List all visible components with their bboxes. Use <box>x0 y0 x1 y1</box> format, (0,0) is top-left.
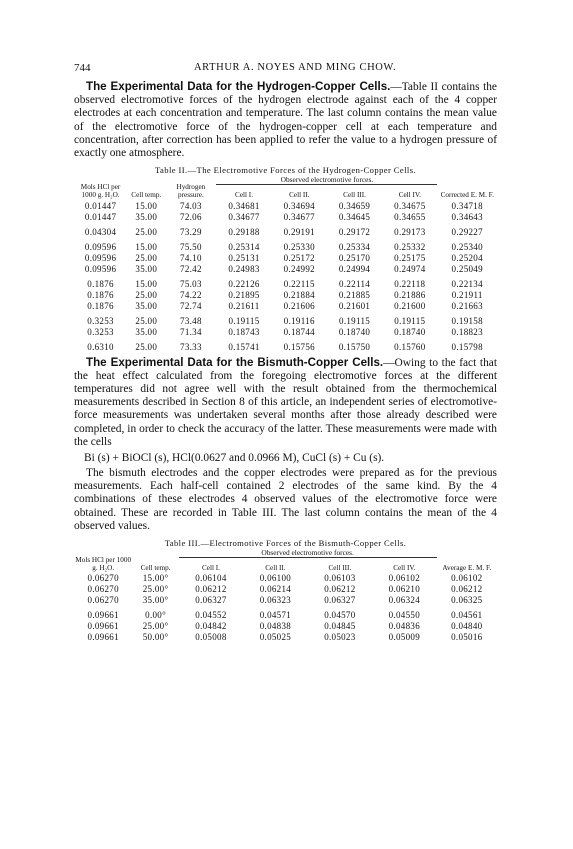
table-cell: 0.34659 <box>338 200 371 211</box>
table-cell: 0.09661 <box>87 621 119 632</box>
table-cell: 0.34675 <box>394 200 426 211</box>
table-row <box>74 572 497 583</box>
table-cell: 35.00 <box>135 263 158 274</box>
table-cell: 74.10 <box>180 252 202 263</box>
table-cell: 0.24974 <box>394 263 426 274</box>
table-cell: 0.29173 <box>394 226 426 237</box>
table-row <box>74 620 497 631</box>
table-row <box>74 274 497 289</box>
table-cell: 0.06102 <box>451 573 483 584</box>
table-cell: 0.19158 <box>451 315 483 326</box>
table-cell: 74.03 <box>180 200 202 211</box>
table-cell: 0.05008 <box>195 632 227 643</box>
column-header: Cell temp. <box>131 190 162 199</box>
table-row <box>74 583 497 594</box>
column-header: Mols HCl per 1000 g. H₂O. <box>80 183 121 199</box>
table-row <box>74 326 497 337</box>
column-header: Cell IV. <box>398 190 421 199</box>
table-row <box>74 222 497 237</box>
table-cell: 0.34643 <box>451 211 483 222</box>
table-row <box>74 631 497 642</box>
running-title: ARTHUR A. NOYES AND MING CHOW. <box>194 62 397 73</box>
table-cell: 15.00 <box>135 200 158 211</box>
table-cell: 0.22115 <box>283 278 315 289</box>
table-cell: 0.21611 <box>228 300 260 311</box>
table-cell: 0.21895 <box>228 289 260 300</box>
table-cell: 73.33 <box>180 341 202 352</box>
column-header: Cell III. <box>328 563 352 572</box>
table-cell: 0.34694 <box>283 200 315 211</box>
table-cell: 0.06104 <box>195 573 227 584</box>
column-header: Cell I. <box>201 563 220 572</box>
table-cell: 0.24994 <box>338 263 371 274</box>
table-cell: 0.25049 <box>451 263 483 274</box>
table-cell: 0.1876 <box>87 289 114 300</box>
column-header: Hydrogen pressure. <box>176 183 206 199</box>
table-2-caption: Table II.—The Electromotive Forces of the Hydrogen-Copper Cells. <box>154 165 417 176</box>
table-cell: 0.21601 <box>338 300 371 311</box>
column-header: Cell II. <box>289 190 310 199</box>
table-cell: 0.29191 <box>283 226 315 237</box>
section-text: —Owing to the fact that the heat effect calculated from the foregoing electromotive forces at the different temperatures did not agree well with the result obtained from the thermochemical measurements described in Section 8 of this article, an independent series of electromotive-force measurements was undertaken several months after those already described were completed, in order to check the accuracy of the latter. These measurements were made with the cells <box>74 356 497 448</box>
table-cell: 0.21884 <box>283 289 315 300</box>
table-cell: 0.09661 <box>87 632 119 643</box>
document-page <box>74 62 497 642</box>
table-cell: 25.00 <box>135 289 158 300</box>
table-cell: 0.34681 <box>228 200 260 211</box>
table-cell: 0.06100 <box>259 573 292 584</box>
table-cell: 0.1876 <box>87 278 114 289</box>
section-text: —Table II contains the observed electromotive forces of the hydrogen electrode against each of the 4 copper electrodes at each concentration and temperature. The last column contains the mean value of the electromotive force of the hydrogen-copper cell at each temperature and concentration, after correction has been applied to refer the value to a hydrogen pressure of exactly one atmosphere. <box>74 81 497 160</box>
column-header: Corrected E. M. F. <box>440 190 494 199</box>
table-cell: 0.04836 <box>388 621 420 632</box>
table-cell: 0.22118 <box>394 278 426 289</box>
table-cell: 0.25314 <box>228 241 260 252</box>
table-cell: 0.19116 <box>283 315 315 326</box>
table-cell: 0.04552 <box>195 610 227 621</box>
table-cell: 25.00 <box>135 315 158 326</box>
table-row <box>74 289 497 300</box>
table-cell: 0.06270 <box>87 595 119 606</box>
table-cell: 0.19115 <box>394 315 426 326</box>
table-cell: 25.00 <box>135 252 158 263</box>
table-cell: 74.22 <box>180 289 202 300</box>
table-cell: 25.00 <box>135 226 158 237</box>
table-row <box>74 263 497 274</box>
table-cell: 25.00 <box>135 341 158 352</box>
table-cell: 0.06212 <box>324 584 356 595</box>
table-cell: 0.22126 <box>228 278 260 289</box>
table-cell: 0.25340 <box>451 241 483 252</box>
table-cell: 0.04838 <box>259 621 292 632</box>
table-row <box>74 237 497 252</box>
table-cell: 35.00° <box>142 595 169 606</box>
table-cell: 72.74 <box>180 300 202 311</box>
section-heading: The Experimental Data for the Hydrogen-Copper Cells. <box>86 80 391 93</box>
table-cell: 0.06212 <box>195 584 227 595</box>
table-cell: 73.29 <box>180 226 202 237</box>
table-cell: 0.25170 <box>338 252 371 263</box>
table-row <box>74 311 497 326</box>
table-cell: 0.6310 <box>87 341 114 352</box>
table-cell: 0.24983 <box>228 263 260 274</box>
table-cell: 35.00 <box>135 326 158 337</box>
table-cell: 25.00° <box>142 584 169 595</box>
table-cell: 0.06325 <box>451 595 483 606</box>
table-cell: 0.21663 <box>451 300 483 311</box>
column-header: Cell II. <box>265 563 286 572</box>
table-row <box>74 605 497 620</box>
table-cell: 0.29227 <box>451 226 483 237</box>
table-cell: 0.34677 <box>283 211 315 222</box>
table-cell: 0.21885 <box>338 289 371 300</box>
table-cell: 0.21911 <box>451 289 483 300</box>
table-cell: 0.05025 <box>259 632 292 643</box>
table-cell: 0.1876 <box>87 300 114 311</box>
table-cell: 75.50 <box>180 241 202 252</box>
table-cell: 0.18743 <box>228 326 260 337</box>
table-cell: 35.00 <box>135 300 158 311</box>
table-cell: 0.05023 <box>324 632 356 643</box>
table-cell: 0.06103 <box>324 573 356 584</box>
table-cell: 50.00° <box>142 632 169 643</box>
table-cell: 0.15760 <box>394 341 426 352</box>
column-header: Mols HCl per 1000 g. H₂O. <box>75 556 132 572</box>
table-cell: 75.03 <box>180 278 202 289</box>
table-row <box>74 211 497 222</box>
table-row <box>74 594 497 605</box>
table-cell: 0.04845 <box>324 621 356 632</box>
table-cell: 0.34718 <box>451 200 483 211</box>
table-cell: 0.19115 <box>339 315 371 326</box>
table-cell: 0.25330 <box>283 241 315 252</box>
section-bismuth-copper <box>74 356 497 449</box>
table-row <box>74 252 497 263</box>
table-cell: 0.06270 <box>87 573 119 584</box>
table-cell: 0.15750 <box>338 341 371 352</box>
table-cell: 25.00° <box>142 621 169 632</box>
table-cell: 0.18744 <box>283 326 315 337</box>
table-2 <box>74 176 497 351</box>
table-cell: 0.06214 <box>259 584 292 595</box>
table-cell: 0.06212 <box>451 584 483 595</box>
table-cell: 0.06327 <box>195 595 227 606</box>
table-3 <box>74 549 497 642</box>
table-cell: 15.00 <box>135 278 158 289</box>
table-cell: 0.29172 <box>338 226 371 237</box>
table-cell: 0.00° <box>145 610 166 621</box>
table-cell: 0.09661 <box>87 610 119 621</box>
table-cell: 0.34655 <box>394 211 426 222</box>
table-cell: 0.06327 <box>324 595 356 606</box>
table-cell: 0.3253 <box>87 315 114 326</box>
table-cell: 0.18823 <box>451 326 483 337</box>
table-cell: 73.48 <box>180 315 202 326</box>
table-cell: 0.25204 <box>451 252 483 263</box>
table-cell: 0.05016 <box>451 632 483 643</box>
table-cell: 0.04550 <box>388 610 420 621</box>
table-cell: 0.18740 <box>394 326 426 337</box>
table-row <box>74 200 497 211</box>
table-cell: 0.25332 <box>394 241 426 252</box>
table-cell: 0.06102 <box>388 573 420 584</box>
table-cell: 35.00 <box>135 211 158 222</box>
table-3-group-header: Observed electromotive forces. <box>179 549 437 557</box>
table-cell: 0.09596 <box>84 252 117 263</box>
column-header: Cell I. <box>235 190 253 199</box>
table-cell: 0.06210 <box>388 584 420 595</box>
table-cell: 0.01447 <box>84 200 117 211</box>
table-cell: 0.15741 <box>228 341 260 352</box>
table-cell: 0.09596 <box>84 263 117 274</box>
table-cell: 0.04561 <box>451 610 483 621</box>
table-cell: 0.29188 <box>228 226 260 237</box>
column-header: Average E. M. F. <box>442 563 492 572</box>
table-cell: 0.3253 <box>87 326 114 337</box>
table-cell: 71.34 <box>180 326 202 337</box>
table-cell: 0.25131 <box>228 252 260 263</box>
table-cell: 0.34645 <box>338 211 371 222</box>
table-cell: 0.25172 <box>283 252 315 263</box>
table-cell: 72.06 <box>180 211 202 222</box>
cell-equation: Bi (s) + BiOCl (s), HCl(0.0627 and 0.0966 M), CuCl (s) + Cu (s). <box>84 451 385 464</box>
table-2-group-header: Observed electromotive forces. <box>216 176 437 184</box>
table-cell: 0.15756 <box>283 341 315 352</box>
table-cell: 0.21606 <box>283 300 315 311</box>
table-cell: 0.15798 <box>451 341 483 352</box>
table-cell: 0.04304 <box>84 226 117 237</box>
table-cell: 0.09596 <box>84 241 117 252</box>
table-row <box>74 300 497 311</box>
table-cell: 0.04570 <box>324 610 356 621</box>
table-cell: 0.06270 <box>87 584 119 595</box>
table-cell: 72.42 <box>180 263 202 274</box>
table-cell: 0.19115 <box>228 315 260 326</box>
table-cell: 0.21886 <box>394 289 426 300</box>
table-cell: 0.04571 <box>259 610 292 621</box>
table-cell: 0.06324 <box>388 595 420 606</box>
section-hydrogen-copper <box>74 80 497 160</box>
table-cell: 15.00 <box>135 241 158 252</box>
table-cell: 0.06323 <box>259 595 292 606</box>
table-row <box>74 337 497 352</box>
table-cell: 0.01447 <box>84 211 117 222</box>
table-cell: 0.04842 <box>195 621 227 632</box>
table-cell: 0.34677 <box>228 211 260 222</box>
table-3-caption: Table III.—Electromotive Forces of the Bismuth-Copper Cells. <box>164 537 407 548</box>
table-cell: 0.24992 <box>283 263 315 274</box>
table-cell: 15.00° <box>142 573 169 584</box>
section-heading: The Experimental Data for the Bismuth-Copper Cells. <box>86 355 384 369</box>
column-header: Cell IV. <box>393 563 416 572</box>
section-text-2: The bismuth electrodes and the copper electrodes were prepared as for the previous measurements. Each half-cell contained 2 electrodes of the same kind. By the 4 combinations of these electrodes 4 observed values of the electromotive force were obtained. These are recorded in Table III. The last column contains the mean of the 4 observed values. <box>74 466 497 532</box>
column-header: Cell temp. <box>140 563 171 572</box>
page-number: 744 <box>74 62 91 74</box>
table-cell: 0.22114 <box>339 278 371 289</box>
table-cell: 0.05009 <box>388 632 420 643</box>
table-cell: 0.21600 <box>394 300 426 311</box>
table-cell: 0.22134 <box>451 278 483 289</box>
column-header: Cell III. <box>343 190 366 199</box>
table-cell: 0.25175 <box>394 252 426 263</box>
table-cell: 0.18740 <box>338 326 371 337</box>
table-cell: 0.04840 <box>451 621 483 632</box>
page-header <box>74 62 497 80</box>
table-cell: 0.25334 <box>338 241 371 252</box>
